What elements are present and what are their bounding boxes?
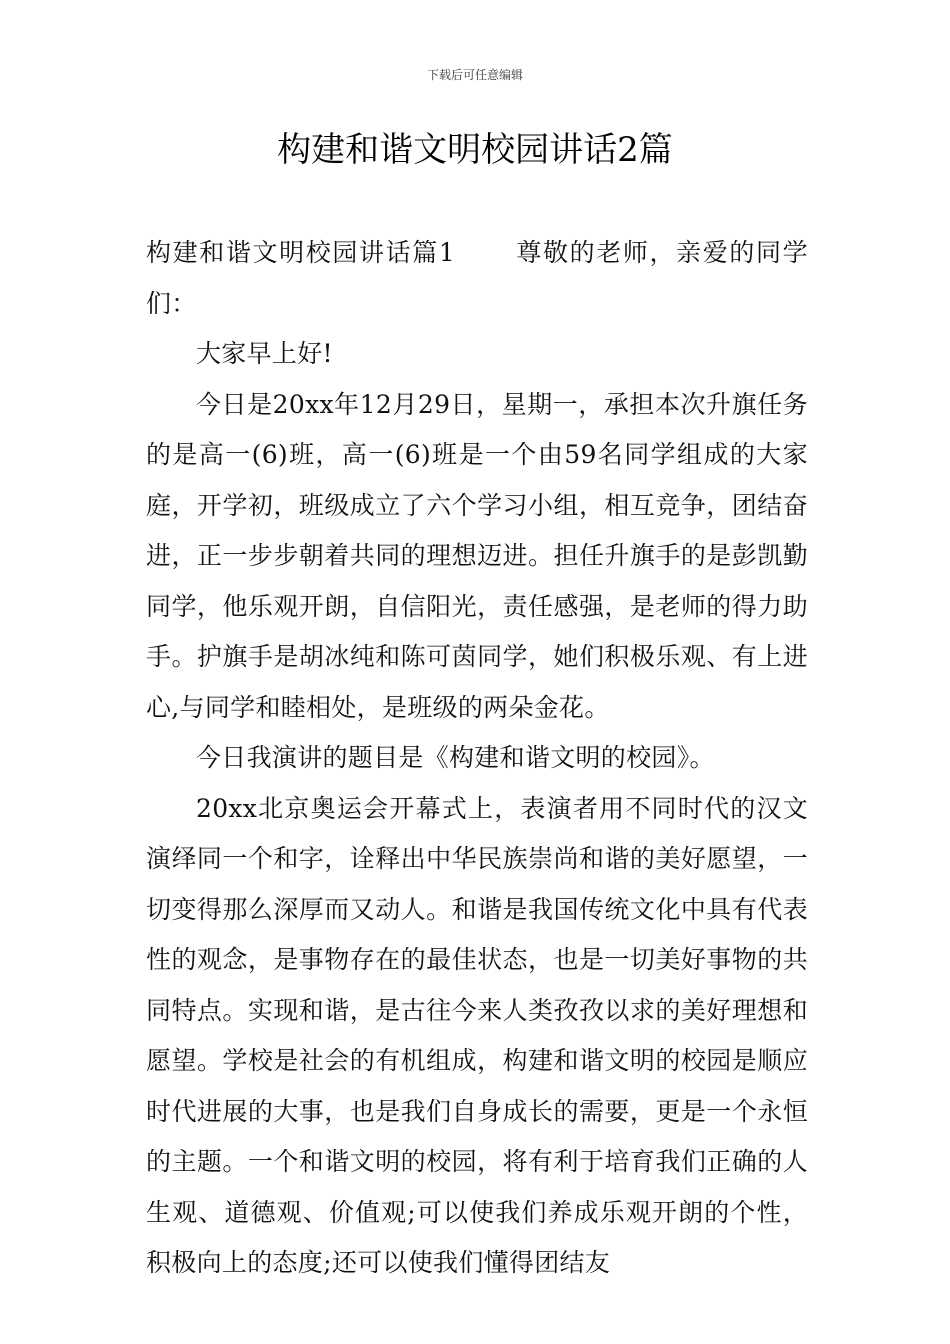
opening-line <box>146 228 808 329</box>
document-title: 构建和谐文明校园讲话2篇 <box>277 130 673 170</box>
paragraph-main: 20xx北京奥运会开幕式上，表演者用不同时代的汉文演绎同一个和字，诠释出中华民族崇尚和谐的美好愿望，一切变得那么深厚而又动人。和谐是我国传统文化中具有代表性的观念，是事物存在的最佳状态，也是一切美好事物的共同特点。实现和谐，是古往今来人类孜孜以求的美好理想和愿望。学校是社会的有机组成，构建和谐文明的校园是顺应时代进展的大事，也是我们自身成长的需要，更是一个永恒的主题。一个和谐文明的校园，将有利于培育我们正确的人生观、道德观、价值观;可以使我们养成乐观开朗的个性，积极向上的态度;还可以使我们懂得团结友 <box>146 793 808 1277</box>
salutation: 尊敬的老师，亲爱的同学们： <box>146 238 808 318</box>
header-note: 下载后可任意编辑 <box>426 68 523 82</box>
section-label: 构建和谐文明校园讲话篇1 <box>146 238 456 267</box>
document-body <box>146 228 808 1289</box>
paragraph-intro: 今日是20xx年12月29日，星期一，承担本次升旗任务的是高一(6)班，高一(6)班是一个由59名同学组成的大家庭，开学初，班级成立了六个学习小组，相互竞争，团结奋进，正一步步朝着共同的理想迈进。担任升旗手的是彭凯勤同学，他乐观开朗，自信阳光，责任感强，是老师的得力助手。护旗手是胡冰纯和陈可茵同学，她们积极乐观、有上进心,与同学和睦相处，是班级的两朵金花。 <box>146 389 808 722</box>
paragraph-topic: 今日我演讲的题目是《构建和谐文明的校园》。 <box>196 743 715 772</box>
paragraph-greeting: 大家早上好! <box>196 339 333 368</box>
